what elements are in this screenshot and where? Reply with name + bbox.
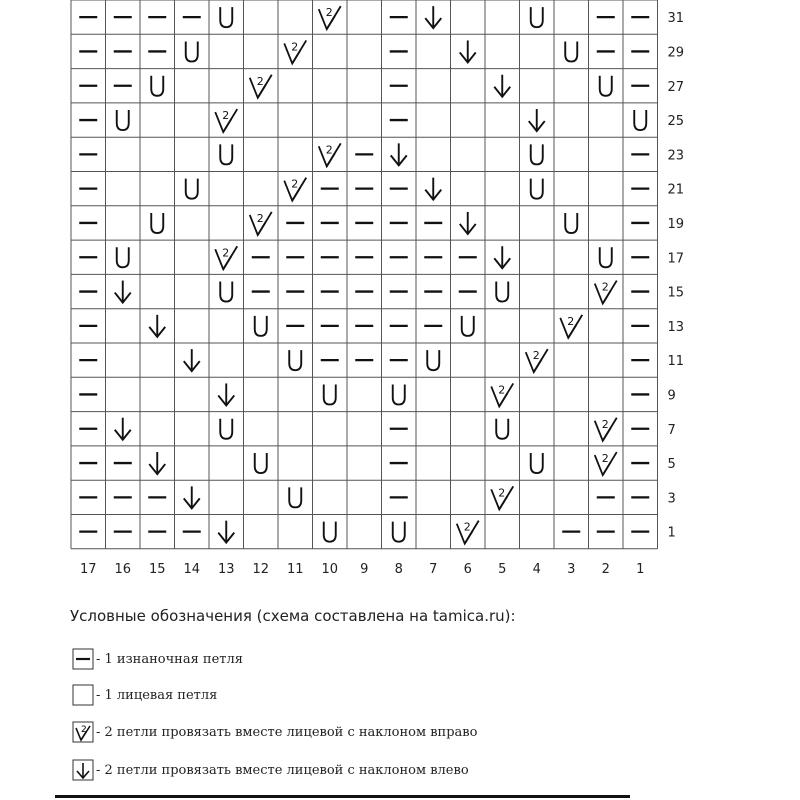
- bottom-divider: [55, 795, 630, 798]
- stitch-yarn-over: [117, 247, 129, 267]
- stitch-k2tog-right: [595, 452, 617, 475]
- column-number: 6: [463, 561, 472, 577]
- stitch-k2tog-left: [184, 349, 200, 371]
- stitch-yarn-over: [496, 419, 508, 439]
- stitch-yarn-over: [255, 316, 267, 336]
- column-number: 3: [567, 561, 576, 577]
- stitch-k2tog-left: [115, 418, 131, 440]
- knit-symbol-icon: [72, 684, 94, 706]
- stitch-yarn-over: [531, 179, 543, 199]
- row-number: 29: [667, 45, 685, 61]
- purl-symbol-icon: [72, 648, 94, 670]
- column-numbers: [80, 562, 644, 577]
- legend-item-k2tog-right: [72, 721, 477, 743]
- column-number: 8: [394, 561, 403, 577]
- svg-text:2: 2: [291, 177, 299, 191]
- stitch-k2tog-left: [460, 40, 476, 62]
- stitch-yarn-over: [289, 487, 301, 507]
- legend-item-knit: [72, 684, 217, 706]
- column-number: 14: [183, 561, 201, 577]
- svg-text:2: 2: [601, 417, 609, 431]
- column-number: 5: [498, 561, 507, 577]
- column-number: 15: [148, 561, 166, 577]
- row-numbers: [668, 11, 685, 541]
- svg-text:2: 2: [463, 520, 471, 534]
- column-number: 17: [79, 561, 97, 577]
- svg-text:2: 2: [601, 452, 609, 466]
- row-number: 31: [667, 11, 685, 27]
- stitch-k2tog-right: [491, 383, 513, 406]
- stitch-k2tog-right: [284, 178, 306, 201]
- column-number: 1: [636, 561, 645, 577]
- stitch-k2tog-left: [494, 246, 510, 268]
- stitch-k2tog-right: [595, 281, 617, 304]
- stitch-k2tog-right: [284, 40, 306, 63]
- svg-text:2: 2: [498, 486, 506, 500]
- svg-text:2: 2: [256, 211, 264, 225]
- stitch-k2tog-left: [494, 75, 510, 97]
- column-number: 11: [286, 561, 304, 577]
- stitch-yarn-over: [186, 179, 198, 199]
- row-number: 9: [667, 388, 676, 404]
- row-number: 5: [667, 457, 676, 473]
- row-number: 1: [667, 525, 676, 541]
- row-number: 11: [667, 354, 685, 370]
- column-number: 2: [601, 561, 610, 577]
- column-number: 9: [360, 561, 369, 577]
- legend-title: Условные обозначения (схема составлена на tamica.ru):: [70, 607, 516, 625]
- stitch-yarn-over: [531, 144, 543, 164]
- stitch-yarn-over: [531, 453, 543, 473]
- stitch-yarn-over: [634, 110, 646, 130]
- stitch-yarn-over: [324, 384, 336, 404]
- stitch-k2tog-left: [218, 383, 234, 405]
- legend-label-k2tog-right: - 2 петли провязать вместе лицевой с наклоном вправо: [96, 724, 478, 740]
- svg-text:2: 2: [222, 109, 230, 123]
- column-number: 13: [217, 561, 235, 577]
- stitch-yarn-over: [151, 213, 163, 233]
- column-number: 12: [252, 561, 270, 577]
- row-number: 23: [667, 148, 685, 164]
- stitch-k2tog-right: [319, 6, 341, 29]
- stitch-k2tog-right: [215, 246, 237, 269]
- stitch-yarn-over: [462, 316, 474, 336]
- stitch-k2tog-left: [149, 452, 165, 474]
- stitch-yarn-over: [220, 419, 232, 439]
- stitch-yarn-over: [393, 384, 405, 404]
- stitch-yarn-over: [496, 282, 508, 302]
- svg-text:2: 2: [81, 725, 87, 735]
- stitch-k2tog-left: [184, 486, 200, 508]
- legend-item-purl: [72, 648, 243, 670]
- chart-grid: [71, 0, 658, 549]
- row-number: 21: [667, 182, 685, 198]
- stitch-yarn-over: [289, 350, 301, 370]
- stitch-k2tog-right: [560, 315, 582, 338]
- row-number: 17: [667, 251, 685, 267]
- row-number: 15: [667, 285, 685, 301]
- stitch-k2tog-right: [250, 75, 272, 98]
- stitch-k2tog-right: [250, 212, 272, 235]
- stitch-k2tog-left: [391, 143, 407, 165]
- stitch-yarn-over: [117, 110, 129, 130]
- svg-text:2: 2: [498, 383, 506, 397]
- k2tog-right-symbol-icon: [72, 721, 94, 743]
- stitch-yarn-over: [255, 453, 267, 473]
- stitch-k2tog-left: [149, 315, 165, 337]
- row-number: 19: [667, 216, 685, 232]
- row-number: 3: [667, 491, 676, 507]
- legend-label-purl: - 1 изнаночная петля: [96, 651, 243, 667]
- column-number: 4: [532, 561, 541, 577]
- column-number: 7: [429, 561, 438, 577]
- stitch-yarn-over: [565, 213, 577, 233]
- svg-text:2: 2: [256, 74, 264, 88]
- stitch-k2tog-right: [215, 109, 237, 132]
- stitch-k2tog-left: [115, 281, 131, 303]
- stitch-k2tog-left: [425, 6, 441, 28]
- stitch-k2tog-left: [460, 212, 476, 234]
- stitch-k2tog-left: [425, 178, 441, 200]
- stitch-yarn-over: [427, 350, 439, 370]
- stitch-yarn-over: [531, 7, 543, 27]
- stitch-k2tog-right: [457, 521, 479, 544]
- stitch-yarn-over: [220, 7, 232, 27]
- stitch-k2tog-right: [526, 349, 548, 372]
- svg-text:2: 2: [567, 314, 575, 328]
- svg-text:2: 2: [532, 349, 540, 363]
- stitch-yarn-over: [186, 41, 198, 61]
- svg-text:2: 2: [325, 6, 333, 20]
- row-number: 7: [667, 422, 676, 438]
- legend-item-k2tog-left: [72, 759, 469, 781]
- row-number: 13: [667, 319, 685, 335]
- svg-text:2: 2: [222, 246, 230, 260]
- stitch-yarn-over: [324, 522, 336, 542]
- svg-text:2: 2: [325, 143, 333, 157]
- stitch-yarn-over: [565, 41, 577, 61]
- svg-text:2: 2: [601, 280, 609, 294]
- legend-label-knit: - 1 лицевая петля: [96, 687, 218, 703]
- stitch-k2tog-left: [218, 521, 234, 543]
- stitch-k2tog-right: [491, 486, 513, 509]
- row-number: 25: [667, 114, 685, 130]
- stitch-k2tog-right: [319, 143, 341, 166]
- stitch-k2tog-left: [529, 109, 545, 131]
- row-number: 27: [667, 79, 685, 95]
- stitch-yarn-over: [220, 144, 232, 164]
- column-number: 10: [321, 561, 339, 577]
- stitch-yarn-over: [600, 76, 612, 96]
- stitch-yarn-over: [220, 282, 232, 302]
- column-number: 16: [114, 561, 132, 577]
- k2tog-left-symbol-icon: [72, 759, 94, 781]
- svg-text:2: 2: [291, 40, 299, 54]
- legend-label-k2tog-left: - 2 петли провязать вместе лицевой с наклоном влево: [96, 762, 469, 778]
- stitch-k2tog-right: [595, 418, 617, 441]
- stitch-yarn-over: [151, 76, 163, 96]
- stitch-yarn-over: [600, 247, 612, 267]
- stitch-yarn-over: [393, 522, 405, 542]
